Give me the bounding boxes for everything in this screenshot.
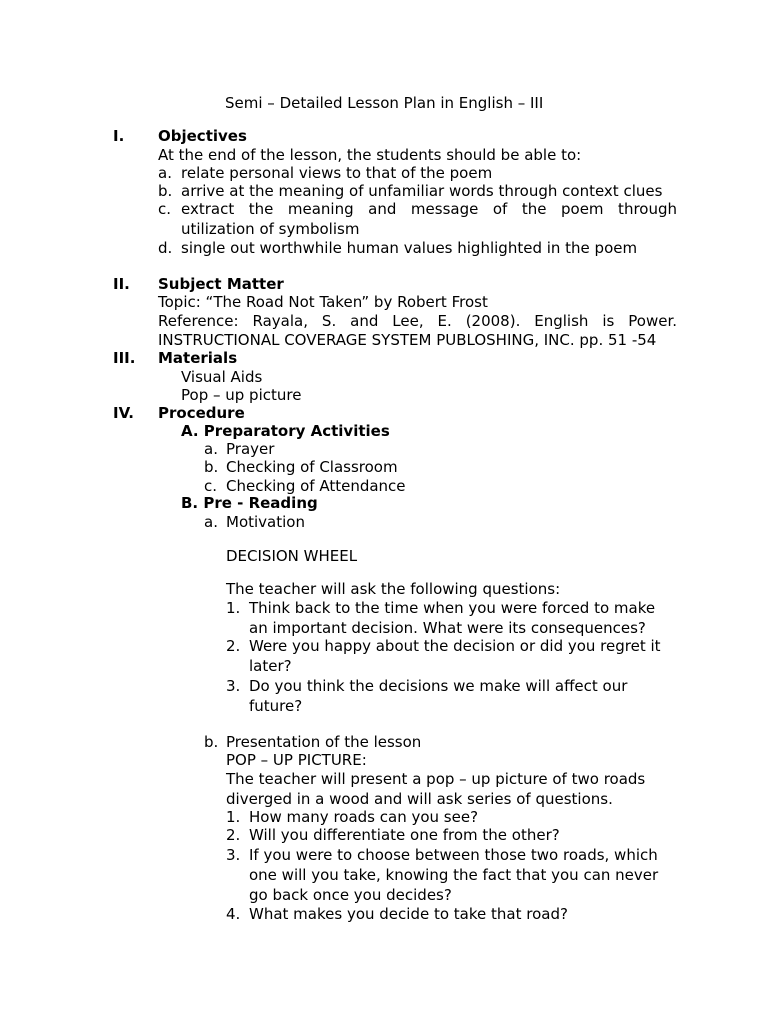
activity-marker: b. [204, 733, 219, 751]
question-number: 1. [226, 808, 241, 826]
question-text-continued: later? [249, 657, 292, 675]
objective-marker: b. [158, 182, 173, 200]
question-text: How many roads can you see? [249, 808, 479, 826]
section-heading-subject-matter: Subject Matter [158, 275, 284, 293]
activity-marker: c. [204, 477, 218, 495]
question-text: If you were to choose between those two roads, which [249, 846, 658, 864]
question-number: 2. [226, 826, 241, 844]
activity-marker: b. [204, 458, 219, 476]
activity-text: Checking of Attendance [226, 477, 406, 495]
question-number: 3. [226, 846, 241, 864]
material-item: Pop – up picture [181, 386, 302, 404]
section-number-2: II. [113, 275, 130, 293]
material-item: Visual Aids [181, 368, 263, 386]
procedure-subheading-a: A. Preparatory Activities [181, 422, 390, 440]
subject-topic: Topic: “The Road Not Taken” by Robert Frost [158, 293, 488, 311]
motivation-activity-name: DECISION WHEEL [226, 547, 358, 565]
subject-reference: Reference: Rayala, S. and Lee, E. (2008). English is Power. [158, 312, 677, 330]
objective-marker: c. [158, 200, 172, 218]
question-text: Do you think the decisions we make will affect our [249, 677, 628, 695]
section-heading-procedure: Procedure [158, 404, 245, 422]
question-number: 2. [226, 637, 241, 655]
objective-text: extract the meaning and message of the poem through [181, 200, 677, 218]
question-number: 1. [226, 599, 241, 617]
activity-marker: a. [204, 440, 218, 458]
presentation-activity-name: POP – UP PICTURE: [226, 751, 367, 769]
question-number: 3. [226, 677, 241, 695]
document-title: Semi – Detailed Lesson Plan in English – III [225, 94, 544, 112]
objective-text: single out worthwhile human values highlighted in the poem [181, 239, 638, 257]
objectives-intro: At the end of the lesson, the students should be able to: [158, 146, 582, 164]
activity-text: Motivation [226, 513, 305, 531]
section-heading-objectives: Objectives [158, 127, 247, 145]
section-number-3: III. [113, 349, 136, 367]
presentation-lead: The teacher will present a pop – up picture of two roads [226, 770, 646, 788]
presentation-lead-continued: diverged in a wood and will ask series of questions. [226, 790, 613, 808]
question-text: Were you happy about the decision or did you regret it [249, 637, 661, 655]
activity-text: Prayer [226, 440, 275, 458]
section-number-1: I. [113, 127, 125, 145]
objective-text: arrive at the meaning of unfamiliar words through context clues [181, 182, 663, 200]
activity-marker: a. [204, 513, 218, 531]
section-heading-materials: Materials [158, 349, 238, 367]
question-text: Think back to the time when you were forced to make [249, 599, 656, 617]
objective-marker: d. [158, 239, 173, 257]
question-text-continued: one will you take, knowing the fact that you can never [249, 866, 659, 884]
question-text: What makes you decide to take that road? [249, 905, 568, 923]
objective-text-continued: utilization of symbolism [181, 220, 360, 238]
subject-reference-continued: INSTRUCTIONAL COVERAGE SYSTEM PUBLOSHING, INC. pp. 51 -54 [158, 331, 657, 349]
motivation-lead: The teacher will ask the following questions: [226, 580, 561, 598]
question-text-continued: an important decision. What were its consequences? [249, 619, 646, 637]
objective-text: relate personal views to that of the poem [181, 164, 493, 182]
question-text-continued: go back once you decides? [249, 886, 452, 904]
activity-text: Checking of Classroom [226, 458, 398, 476]
question-text-continued: future? [249, 697, 303, 715]
activity-text: Presentation of the lesson [226, 733, 422, 751]
section-number-4: IV. [113, 404, 134, 422]
objective-marker: a. [158, 164, 172, 182]
procedure-subheading-b: B. Pre - Reading [181, 494, 318, 512]
question-text: Will you differentiate one from the other? [249, 826, 560, 844]
question-number: 4. [226, 905, 241, 923]
